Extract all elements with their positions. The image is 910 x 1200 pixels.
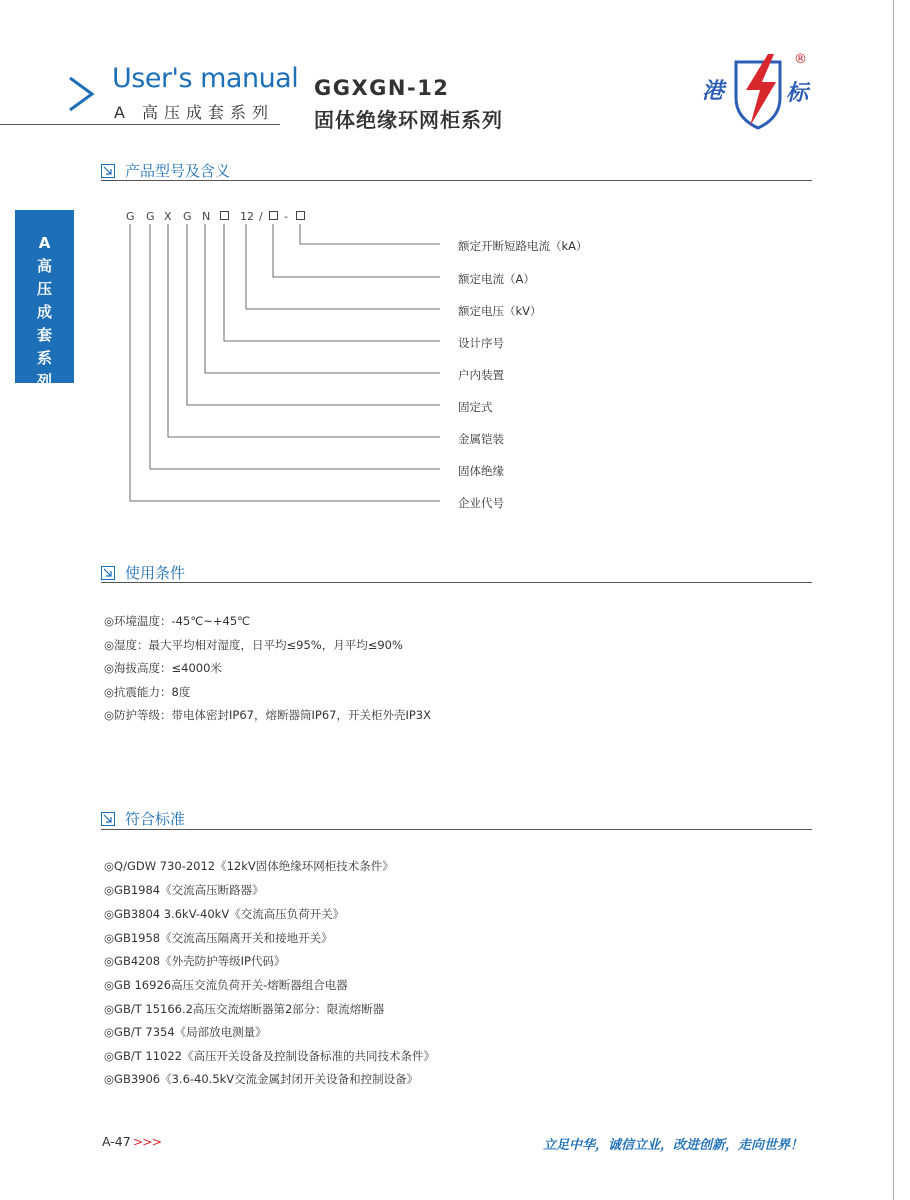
side-tab-char: A (38, 234, 51, 252)
arrow-box-icon (101, 812, 115, 826)
page-arrows-icon: >>> (132, 1134, 162, 1149)
standard-item: ◎GB1958《交流高压隔离开关和接地开关》 (104, 931, 333, 945)
code-char-n: N (202, 210, 211, 223)
page-number (102, 1134, 161, 1149)
code-meaning-label: 金属铠装 (458, 432, 504, 446)
standard-item: ◎GB3804 3.6kV-40kV《交流高压负荷开关》 (104, 907, 345, 921)
code-meaning-label: 额定电流（A） (458, 272, 535, 286)
condition-item: ◎防护等级：带电体密封IP67，熔断器筒IP67，开关柜外壳IP3X (104, 708, 431, 722)
manual-title: User's manual (112, 63, 299, 94)
side-tab-char: 套 (36, 326, 52, 344)
logo-text-left: 港 (702, 78, 725, 104)
section-header-conditions (101, 562, 185, 583)
section-divider (101, 829, 812, 830)
code-placeholder-box (296, 211, 305, 220)
company-slogan: 立足中华，诚信立业，改进创新，走向世界！ (543, 1138, 804, 1153)
condition-item: ◎海拔高度：≤4000米 (104, 661, 222, 675)
product-name: 固体绝缘环网柜系列 (314, 108, 503, 132)
code-meaning-label: 企业代号 (458, 496, 504, 510)
code-char-slash: / (259, 210, 263, 223)
standard-item: ◎GB1984《交流高压断路器》 (104, 883, 264, 897)
section-header-standards (101, 808, 185, 829)
registered-mark: ® (794, 52, 807, 67)
leader-line (246, 224, 440, 309)
leader-line (130, 224, 440, 501)
logo-text-right: 标 (786, 80, 809, 106)
condition-item: ◎湿度：最大平均相对湿度，日平均≤95%，月平均≤90% (104, 638, 403, 652)
leader-line (300, 224, 440, 244)
arrow-box-icon (101, 164, 115, 178)
leader-line (150, 224, 440, 469)
brand-logo (702, 52, 822, 132)
standard-item: ◎Q/GDW 730-2012《12kV固体绝缘环网柜技术条件》 (104, 859, 394, 873)
page-number-text: A-47 (102, 1134, 131, 1149)
code-char-g1: G (126, 210, 135, 223)
side-tab-char: 列 (36, 372, 52, 390)
side-tab-char: 系 (36, 349, 52, 367)
code-meaning-label: 设计序号 (458, 336, 504, 350)
code-meaning-label: 固体绝缘 (458, 464, 504, 478)
standard-item: ◎GB 16926高压交流负荷开关-熔断器组合电器 (104, 978, 348, 992)
side-tab-char: 成 (36, 303, 52, 321)
leader-line (168, 224, 440, 437)
manual-subtitle: A 高压成套系列 (114, 103, 275, 122)
standard-item: ◎GB3906《3.6-40.5kV交流金属封闭开关设备和控制设备》 (104, 1072, 419, 1086)
code-meaning-label: 额定开断短路电流（kA） (458, 239, 588, 253)
section-title: 产品型号及含义 (125, 162, 231, 180)
side-category-tab (15, 210, 74, 390)
leader-line (205, 224, 440, 373)
standard-item: ◎GB/T 15166.2高压交流熔断器第2部分：限流熔断器 (104, 1002, 385, 1016)
arrow-box-icon (101, 566, 115, 580)
lightning-shield-icon (732, 54, 788, 130)
section-divider (101, 582, 812, 583)
code-char-dash: - (284, 210, 288, 223)
code-meaning-label: 固定式 (458, 400, 493, 414)
code-char-g2: G (146, 210, 155, 223)
standard-item: ◎GB4208《外壳防护等级IP代码》 (104, 954, 286, 968)
code-meaning-label: 额定电压（kV） (458, 304, 542, 318)
product-code: GGXGN-12 (314, 76, 450, 100)
code-char-x: X (164, 210, 172, 223)
code-placeholder-box (220, 211, 229, 220)
leader-line (187, 224, 440, 405)
code-char-12: 12 (240, 210, 254, 223)
code-meaning-label: 户内装置 (458, 368, 504, 382)
standard-item: ◎GB/T 7354《局部放电测量》 (104, 1025, 267, 1039)
chevron-right-icon (62, 74, 102, 114)
side-tab-char: 压 (36, 280, 52, 298)
header-divider (0, 124, 280, 125)
code-placeholder-box (269, 211, 278, 220)
code-char-g3: G (183, 210, 192, 223)
page-border-line (893, 0, 894, 1200)
side-tab-char: 高 (36, 257, 52, 275)
leader-line (273, 224, 440, 277)
section-divider (101, 180, 812, 181)
leader-line (224, 224, 440, 341)
condition-item: ◎抗震能力：8度 (104, 685, 191, 699)
section-title: 使用条件 (125, 564, 186, 582)
section-title: 符合标准 (125, 810, 186, 828)
section-header-model (101, 160, 230, 181)
standard-item: ◎GB/T 11022《高压开关设备及控制设备标准的共同技术条件》 (104, 1049, 435, 1063)
condition-item: ◎环境温度：-45℃~+45℃ (104, 614, 251, 628)
